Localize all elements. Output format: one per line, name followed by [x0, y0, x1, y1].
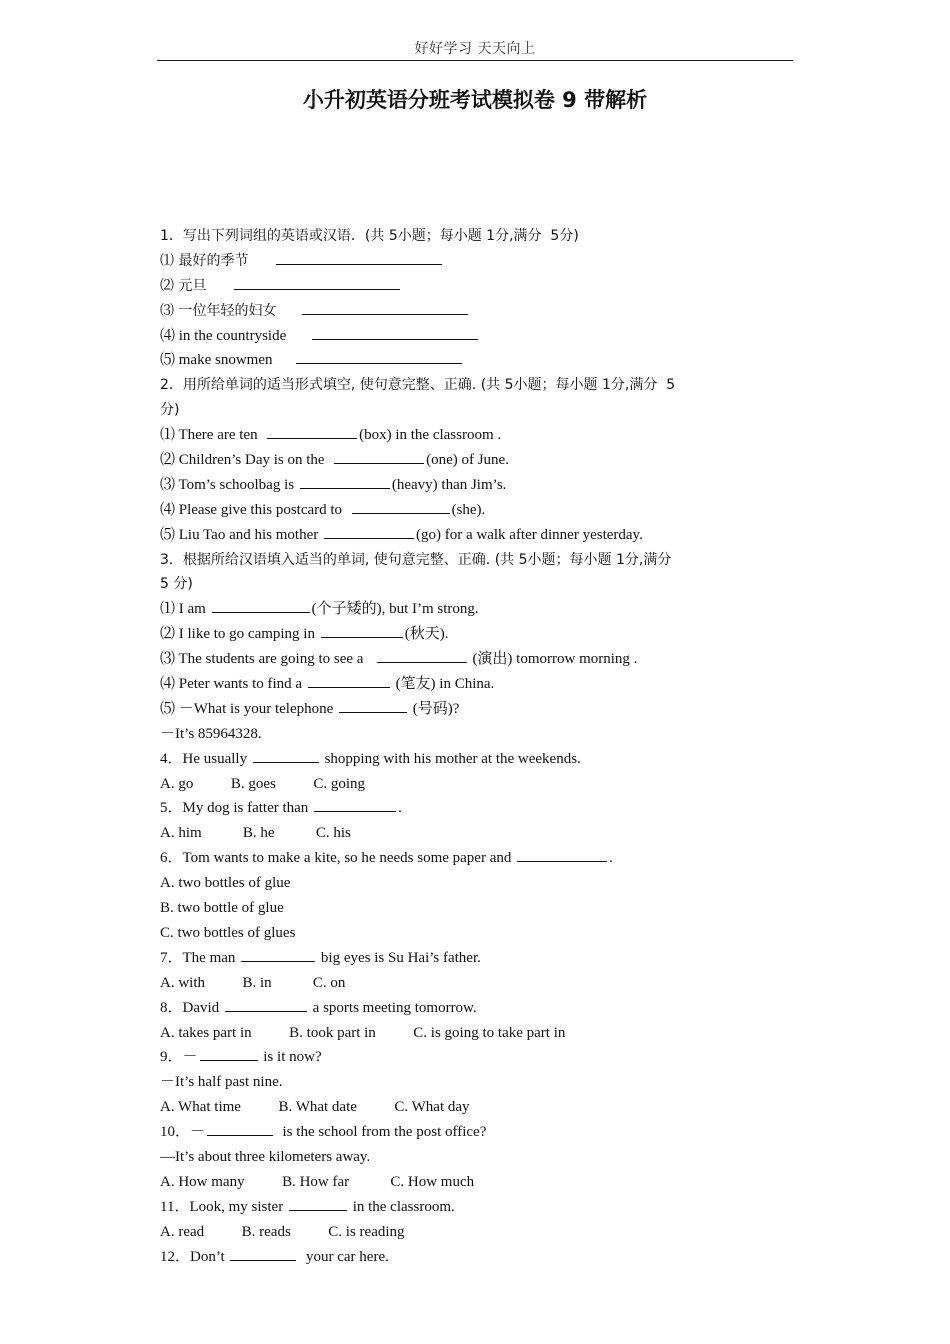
q2-item-3: ⑶ Tom’s schoolbag is (heavy) than Jim’s. — [160, 473, 780, 498]
q1-prompt: 1．写出下列词组的英语或汉语．(共 5小题；每小题 1分,满分 5分) — [160, 228, 579, 244]
q2-item-2: ⑵ Children’s Day is on the (one) of June. — [160, 448, 780, 473]
q8-options[interactable]: A. takes part in B. took part in C. is going to take part in — [160, 1024, 566, 1041]
q3-item-5: ⑸ －What is your telephone (号码)? — [160, 697, 780, 722]
q12-stem: 12．Don’t your car here. — [160, 1245, 780, 1270]
q3-item-3: ⑶ The students are going to see a (演出) tomorrow morning . — [160, 647, 780, 672]
q1-item-5: ⑸ make snowmen — [160, 348, 780, 373]
q6-stem: 6．Tom wants to make a kite, so he needs some paper and . — [160, 846, 780, 871]
q8-stem: 8．David a sports meeting tomorrow. — [160, 996, 780, 1021]
q6-option-b[interactable]: B. two bottle of glue — [160, 900, 284, 917]
answer-blank[interactable] — [308, 673, 390, 688]
q9-options[interactable]: A. What time B. What date C. What day — [160, 1099, 470, 1116]
q10-answer: —It’s about three kilometers away. — [160, 1148, 371, 1165]
q3-item-2: ⑵ I like to go camping in (秋天). — [160, 622, 780, 647]
q2-item-1: ⑴ There are ten (box) in the classroom . — [160, 423, 780, 448]
q4-options[interactable]: A. go B. goes C. going — [160, 775, 366, 792]
answer-blank[interactable] — [296, 349, 462, 364]
q10-options[interactable]: A. How many B. How far C. How much — [160, 1173, 475, 1190]
answer-blank[interactable] — [200, 1046, 258, 1061]
answer-blank[interactable] — [225, 997, 307, 1012]
answer-blank[interactable] — [302, 300, 468, 315]
q1-item-4: ⑷ in the countryside — [160, 324, 780, 349]
q1-item-3: ⑶ 一位年轻的妇女 — [160, 299, 780, 324]
q4-stem: 4．He usually shopping with his mother at the weekends. — [160, 747, 780, 772]
answer-blank[interactable] — [276, 250, 442, 265]
q6-option-a[interactable]: A. two bottles of glue — [160, 875, 291, 892]
q3-prompt: 3．根据所给汉语填入适当的单词, 使句意完整、正确. (共 5小题；每小题 1分,满分 — [160, 551, 672, 568]
q1-item-2: ⑵ 元旦 — [160, 274, 780, 299]
answer-blank[interactable] — [352, 499, 450, 514]
answer-blank[interactable] — [334, 449, 424, 464]
answer-blank[interactable] — [339, 698, 407, 713]
q5-stem: 5．My dog is fatter than . — [160, 796, 780, 821]
q6-option-c[interactable]: C. two bottles of glues — [160, 924, 296, 941]
answer-blank[interactable] — [300, 474, 390, 489]
answer-blank[interactable] — [312, 325, 478, 340]
q3-answer-line: －It’s 85964328. — [160, 725, 262, 742]
answer-blank[interactable] — [230, 1246, 296, 1261]
q10-stem: 10．－ is the school from the post office? — [160, 1120, 780, 1145]
answer-blank[interactable] — [321, 623, 403, 638]
page-header: 好好学习 天天向上 — [414, 41, 536, 57]
q11-options[interactable]: A. read B. reads C. is reading — [160, 1223, 405, 1240]
q2-prompt: 2．用所给单词的适当形式填空, 使句意完整、正确. (共 5小题；每小题 1分,满分 5 — [160, 377, 676, 394]
q3-item-1: ⑴ I am (个子矮的), but I’m strong. — [160, 597, 780, 622]
answer-blank[interactable] — [207, 1121, 273, 1136]
q7-stem: 7．The man big eyes is Su Hai’s father. — [160, 946, 780, 971]
document-title: 小升初英语分班考试模拟卷 9 带解析 — [302, 88, 648, 112]
answer-blank[interactable] — [234, 275, 400, 290]
answer-blank[interactable] — [289, 1196, 347, 1211]
q2-item-4: ⑷ Please give this postcard to (she). — [160, 498, 780, 523]
q2-prompt-cont: 分) — [160, 402, 180, 419]
q11-stem: 11．Look, my sister in the classroom. — [160, 1195, 780, 1220]
answer-blank[interactable] — [314, 797, 396, 812]
q7-options[interactable]: A. with B. in C. on — [160, 974, 346, 991]
answer-blank[interactable] — [241, 947, 315, 962]
exam-body — [160, 224, 780, 1269]
answer-blank[interactable] — [517, 847, 607, 862]
q2-item-5: ⑸ Liu Tao and his mother (go) for a walk after dinner yesterday. — [160, 523, 780, 548]
q9-answer: －It’s half past nine. — [160, 1074, 283, 1091]
answer-blank[interactable] — [253, 748, 319, 763]
answer-blank[interactable] — [212, 598, 310, 613]
q3-prompt-cont: 5 分) — [160, 576, 193, 593]
answer-blank[interactable] — [324, 524, 414, 539]
header-divider — [157, 60, 793, 61]
q3-item-4: ⑷ Peter wants to find a (笔友) in China. — [160, 672, 780, 697]
q9-stem: 9．－ is it now? — [160, 1045, 780, 1070]
answer-blank[interactable] — [377, 648, 467, 663]
q1-item-1: ⑴ 最好的季节 — [160, 249, 780, 274]
q5-options[interactable]: A. him B. he C. his — [160, 825, 351, 842]
answer-blank[interactable] — [267, 424, 357, 439]
